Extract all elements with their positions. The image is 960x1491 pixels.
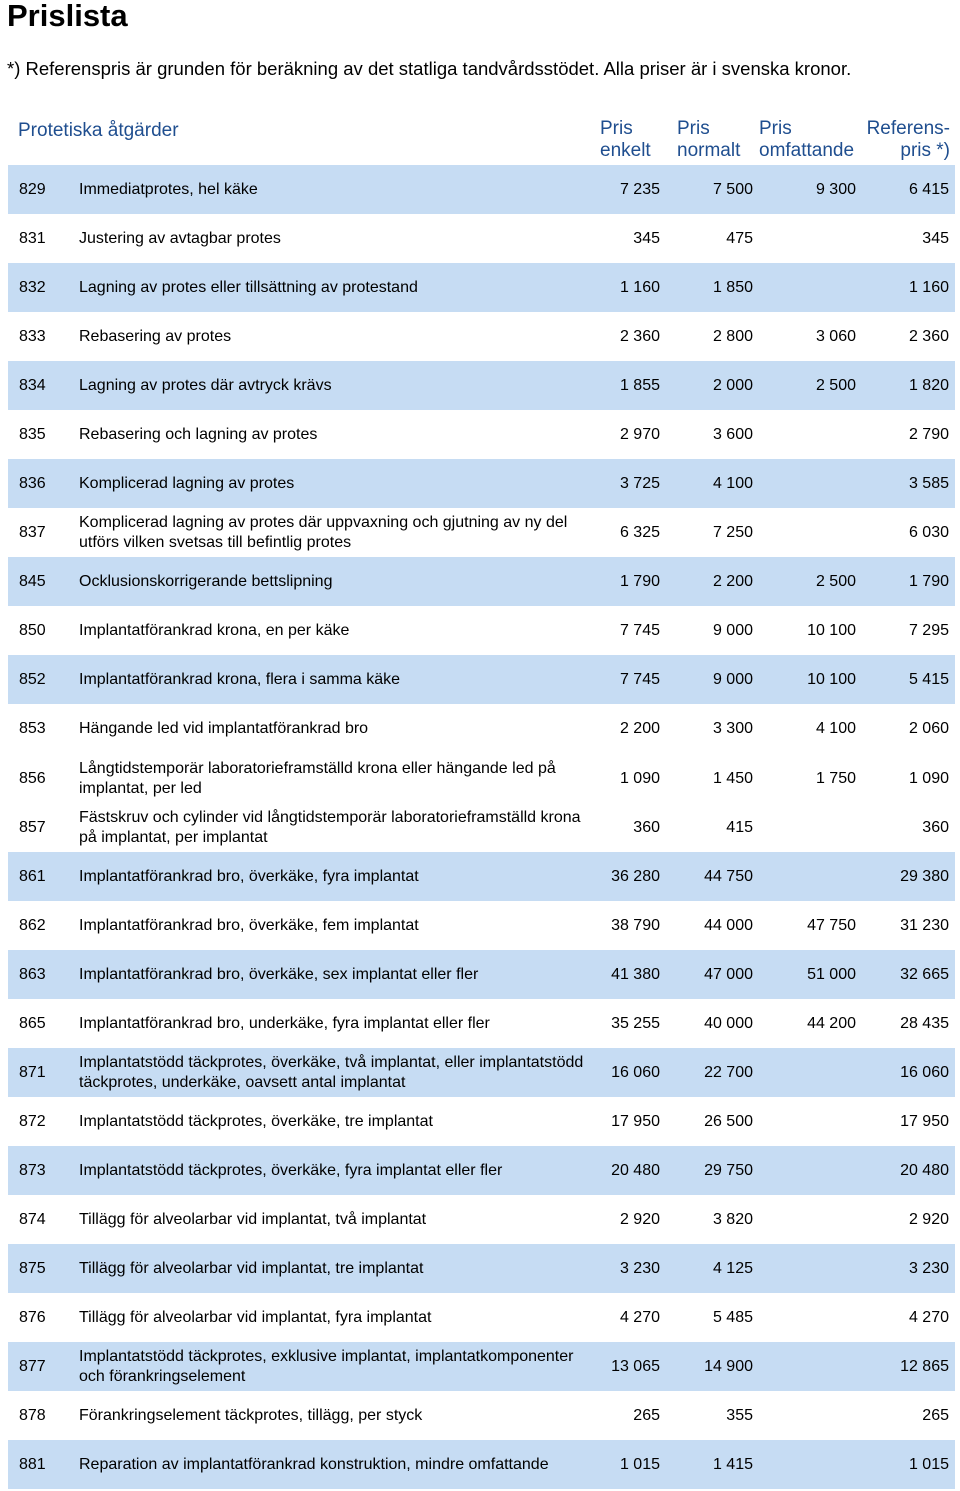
price-omfattande: 47 750 — [807, 916, 856, 934]
table-row — [8, 508, 955, 557]
item-code: 861 — [19, 867, 46, 885]
item-code: 845 — [19, 572, 46, 590]
table-row — [8, 950, 955, 999]
price-normalt: 1 415 — [712, 1455, 753, 1473]
price-omfattande: 4 100 — [815, 719, 856, 737]
item-description: Tillägg för alveolarbar vid implantat, fyra implantat — [79, 1308, 432, 1326]
price-referens: 28 435 — [900, 1014, 949, 1032]
item-description: Reparation av implantatförankrad konstruktion, mindre omfattande — [79, 1455, 549, 1473]
table-row — [8, 1391, 955, 1440]
price-referens: 16 060 — [900, 1063, 949, 1081]
col-header-referens-line2: pris *) — [900, 140, 950, 161]
price-referens: 265 — [922, 1406, 949, 1424]
table-row — [8, 312, 955, 361]
item-description: Lagning av protes där avtryck krävs — [79, 376, 332, 394]
price-normalt: 3 600 — [712, 425, 753, 443]
price-enkelt: 13 065 — [611, 1357, 660, 1375]
price-normalt: 3 300 — [712, 719, 753, 737]
price-enkelt: 3 725 — [619, 474, 660, 492]
price-normalt: 7 250 — [712, 523, 753, 541]
item-description: Implantatförankrad krona, flera i samma käke — [79, 670, 401, 688]
col-header-omfattande — [759, 118, 854, 162]
price-normalt: 5 485 — [712, 1308, 753, 1326]
item-description: Komplicerad lagning av protes — [79, 474, 295, 492]
table-row — [8, 1342, 955, 1391]
price-enkelt: 1 855 — [619, 376, 660, 394]
item-description: Implantatstödd täckprotes, överkäke, två implantat, eller implantatstödd täckprotes, underkäke, oavsett antal implantat — [79, 1053, 584, 1091]
col-header-enkelt — [600, 118, 651, 162]
item-description: Hängande led vid implantatförankrad bro — [79, 719, 369, 737]
price-enkelt: 1 160 — [619, 278, 660, 296]
table-row — [8, 704, 955, 753]
col-header-enkelt-line1: Pris — [600, 118, 633, 139]
price-normalt: 2 800 — [712, 327, 753, 345]
price-normalt: 22 700 — [704, 1063, 753, 1081]
item-description: Rebasering av protes — [79, 327, 232, 345]
item-code: 833 — [19, 327, 46, 345]
price-enkelt: 16 060 — [611, 1063, 660, 1081]
price-referens: 2 360 — [908, 327, 949, 345]
price-referens: 1 820 — [908, 376, 949, 394]
price-referens: 12 865 — [900, 1357, 949, 1375]
price-enkelt: 3 230 — [619, 1259, 660, 1277]
item-description: Implantatförankrad krona, en per käke — [79, 621, 350, 639]
col-header-omfattande-line1: Pris — [759, 118, 792, 139]
item-description: Komplicerad lagning av protes där uppvaxning och gjutning av ny del utförs vilken svetsas till befintlig protes — [79, 513, 568, 551]
price-normalt: 47 000 — [704, 965, 753, 983]
price-enkelt: 2 360 — [619, 327, 660, 345]
price-normalt: 44 000 — [704, 916, 753, 934]
item-description: Implantatstödd täckprotes, överkäke, tre implantat — [79, 1112, 433, 1130]
table-row — [8, 1293, 955, 1342]
price-referens: 2 790 — [908, 425, 949, 443]
price-normalt: 14 900 — [704, 1357, 753, 1375]
col-header-referens — [867, 118, 950, 162]
item-code: 878 — [19, 1406, 46, 1424]
price-normalt: 7 500 — [712, 180, 753, 198]
item-code: 832 — [19, 278, 46, 296]
item-description: Implantatstödd täckprotes, överkäke, fyra implantat eller fler — [79, 1161, 503, 1179]
price-normalt: 4 125 — [712, 1259, 753, 1277]
price-omfattande: 3 060 — [815, 327, 856, 345]
price-enkelt: 1 790 — [619, 572, 660, 590]
item-description: Långtidstemporär laboratorieframställd krona eller hängande led på implantat, per led — [79, 759, 556, 797]
price-referens: 360 — [922, 818, 949, 836]
table-row — [8, 1440, 955, 1489]
item-code: 862 — [19, 916, 46, 934]
table-row — [8, 1146, 955, 1195]
price-normalt: 4 100 — [712, 474, 753, 492]
item-code: 857 — [19, 818, 46, 836]
table-row — [8, 803, 955, 852]
price-enkelt: 345 — [633, 229, 660, 247]
price-referens: 29 380 — [900, 867, 949, 885]
price-normalt: 3 820 — [712, 1210, 753, 1228]
col-header-normalt-line2: normalt — [677, 140, 741, 161]
table-row — [8, 1195, 955, 1244]
item-description: Tillägg för alveolarbar vid implantat, tre implantat — [79, 1259, 424, 1277]
price-enkelt: 360 — [633, 818, 660, 836]
item-code: 863 — [19, 965, 46, 983]
price-enkelt: 7 745 — [619, 670, 660, 688]
table-row — [8, 901, 955, 950]
price-omfattande: 2 500 — [815, 572, 856, 590]
table-row — [8, 557, 955, 606]
item-description: Implantatförankrad bro, underkäke, fyra implantat eller fler — [79, 1014, 490, 1032]
table-row — [8, 754, 955, 803]
price-referens: 1 790 — [908, 572, 949, 590]
item-code: 850 — [19, 621, 46, 639]
price-referens: 3 585 — [908, 474, 949, 492]
price-enkelt: 17 950 — [611, 1112, 660, 1130]
item-description: Fästskruv och cylinder vid långtidstemporär laboratorieframställd krona på implantat, per implantat — [79, 808, 581, 846]
price-omfattande: 10 100 — [807, 670, 856, 688]
price-referens: 345 — [922, 229, 949, 247]
table-row — [8, 1097, 955, 1146]
item-description: Implantatförankrad bro, överkäke, sex implantat eller fler — [79, 965, 479, 983]
item-description: Implantatförankrad bro, överkäke, fem implantat — [79, 916, 419, 934]
table-header — [0, 116, 960, 164]
table-row — [8, 459, 955, 508]
price-normalt: 26 500 — [704, 1112, 753, 1130]
price-enkelt: 41 380 — [611, 965, 660, 983]
price-omfattande: 44 200 — [807, 1014, 856, 1032]
price-normalt: 355 — [726, 1406, 753, 1424]
item-code: 881 — [19, 1455, 46, 1473]
item-description: Rebasering och lagning av protes — [79, 425, 318, 443]
price-referens: 4 270 — [908, 1308, 949, 1326]
item-description: Justering av avtagbar protes — [79, 229, 281, 247]
item-code: 874 — [19, 1210, 46, 1228]
price-enkelt: 4 270 — [619, 1308, 660, 1326]
price-omfattande: 51 000 — [807, 965, 856, 983]
item-code: 873 — [19, 1161, 46, 1179]
price-normalt: 40 000 — [704, 1014, 753, 1032]
price-referens: 6 030 — [908, 523, 949, 541]
price-enkelt: 2 920 — [619, 1210, 660, 1228]
item-description: Lagning av protes eller tillsättning av protestand — [79, 278, 418, 296]
price-referens: 17 950 — [900, 1112, 949, 1130]
item-code: 829 — [19, 180, 46, 198]
price-normalt: 1 850 — [712, 278, 753, 296]
col-header-referens-line1: Referens- — [866, 118, 950, 139]
price-enkelt: 20 480 — [611, 1161, 660, 1179]
price-normalt: 1 450 — [712, 769, 753, 787]
table-row — [8, 361, 955, 410]
price-enkelt: 36 280 — [611, 867, 660, 885]
price-normalt: 2 200 — [712, 572, 753, 590]
table-row — [8, 606, 955, 655]
table-row — [8, 263, 955, 312]
item-code: 872 — [19, 1112, 46, 1130]
table-row — [8, 1244, 955, 1293]
item-code: 877 — [19, 1357, 46, 1375]
item-description: Implantatförankrad bro, överkäke, fyra implantat — [79, 867, 419, 885]
price-referens: 1 090 — [908, 769, 949, 787]
item-description: Immediatprotes, hel käke — [79, 180, 258, 198]
item-code: 831 — [19, 229, 46, 247]
table-row — [8, 165, 955, 214]
table-row — [8, 410, 955, 459]
price-omfattande: 9 300 — [815, 180, 856, 198]
col-header-enkelt-line2: enkelt — [600, 140, 651, 161]
price-enkelt: 265 — [633, 1406, 660, 1424]
price-enkelt: 6 325 — [619, 523, 660, 541]
price-referens: 6 415 — [908, 180, 949, 198]
price-enkelt: 7 745 — [619, 621, 660, 639]
item-code: 834 — [19, 376, 46, 394]
item-description: Implantatstödd täckprotes, exklusive implantat, implantatkomponenter och förankringselement — [79, 1347, 574, 1385]
table-row — [8, 1048, 955, 1097]
item-description: Tillägg för alveolarbar vid implantat, två implantat — [79, 1210, 427, 1228]
price-normalt: 2 000 — [712, 376, 753, 394]
item-code: 865 — [19, 1014, 46, 1032]
price-referens: 20 480 — [900, 1161, 949, 1179]
table-row — [8, 999, 955, 1048]
item-code: 875 — [19, 1259, 46, 1277]
price-normalt: 9 000 — [712, 621, 753, 639]
price-referens: 1 015 — [908, 1455, 949, 1473]
price-enkelt: 1 090 — [619, 769, 660, 787]
price-enkelt: 38 790 — [611, 916, 660, 934]
price-normalt: 44 750 — [704, 867, 753, 885]
item-code: 871 — [19, 1063, 46, 1081]
col-header-normalt-line1: Pris — [677, 118, 710, 139]
price-normalt: 415 — [726, 818, 753, 836]
price-referens: 5 415 — [908, 670, 949, 688]
price-normalt: 475 — [726, 229, 753, 247]
col-header-normalt — [677, 118, 740, 162]
item-code: 835 — [19, 425, 46, 443]
price-enkelt: 35 255 — [611, 1014, 660, 1032]
price-referens: 32 665 — [900, 965, 949, 983]
page-title: Prislista — [7, 0, 128, 33]
price-enkelt: 2 970 — [619, 425, 660, 443]
price-referens: 31 230 — [900, 916, 949, 934]
price-enkelt: 1 015 — [619, 1455, 660, 1473]
table-row — [8, 655, 955, 704]
item-code: 876 — [19, 1308, 46, 1326]
price-referens: 1 160 — [908, 278, 949, 296]
price-enkelt: 2 200 — [619, 719, 660, 737]
price-referens: 3 230 — [908, 1259, 949, 1277]
price-enkelt: 7 235 — [619, 180, 660, 198]
price-normalt: 9 000 — [712, 670, 753, 688]
price-omfattande: 2 500 — [815, 376, 856, 394]
item-code: 837 — [19, 523, 46, 541]
item-code: 853 — [19, 719, 46, 737]
item-code: 856 — [19, 769, 46, 787]
price-omfattande: 1 750 — [815, 769, 856, 787]
price-referens: 2 060 — [908, 719, 949, 737]
col-header-omfattande-line2: omfattande — [759, 140, 855, 161]
section-title: Protetiska åtgärder — [18, 120, 179, 141]
price-normalt: 29 750 — [704, 1161, 753, 1179]
table-row — [8, 852, 955, 901]
price-referens: 2 920 — [908, 1210, 949, 1228]
item-description: Ocklusionskorrigerande bettslipning — [79, 572, 333, 590]
item-code: 852 — [19, 670, 46, 688]
item-description: Förankringselement täckprotes, tillägg, per styck — [79, 1406, 423, 1424]
price-omfattande: 10 100 — [807, 621, 856, 639]
reference-note: *) Referenspris är grunden för beräkning av det statliga tandvårdsstödet. Alla priser är i svenska kronor. — [7, 58, 852, 79]
table-row — [8, 214, 955, 263]
price-referens: 7 295 — [908, 621, 949, 639]
item-code: 836 — [19, 474, 46, 492]
